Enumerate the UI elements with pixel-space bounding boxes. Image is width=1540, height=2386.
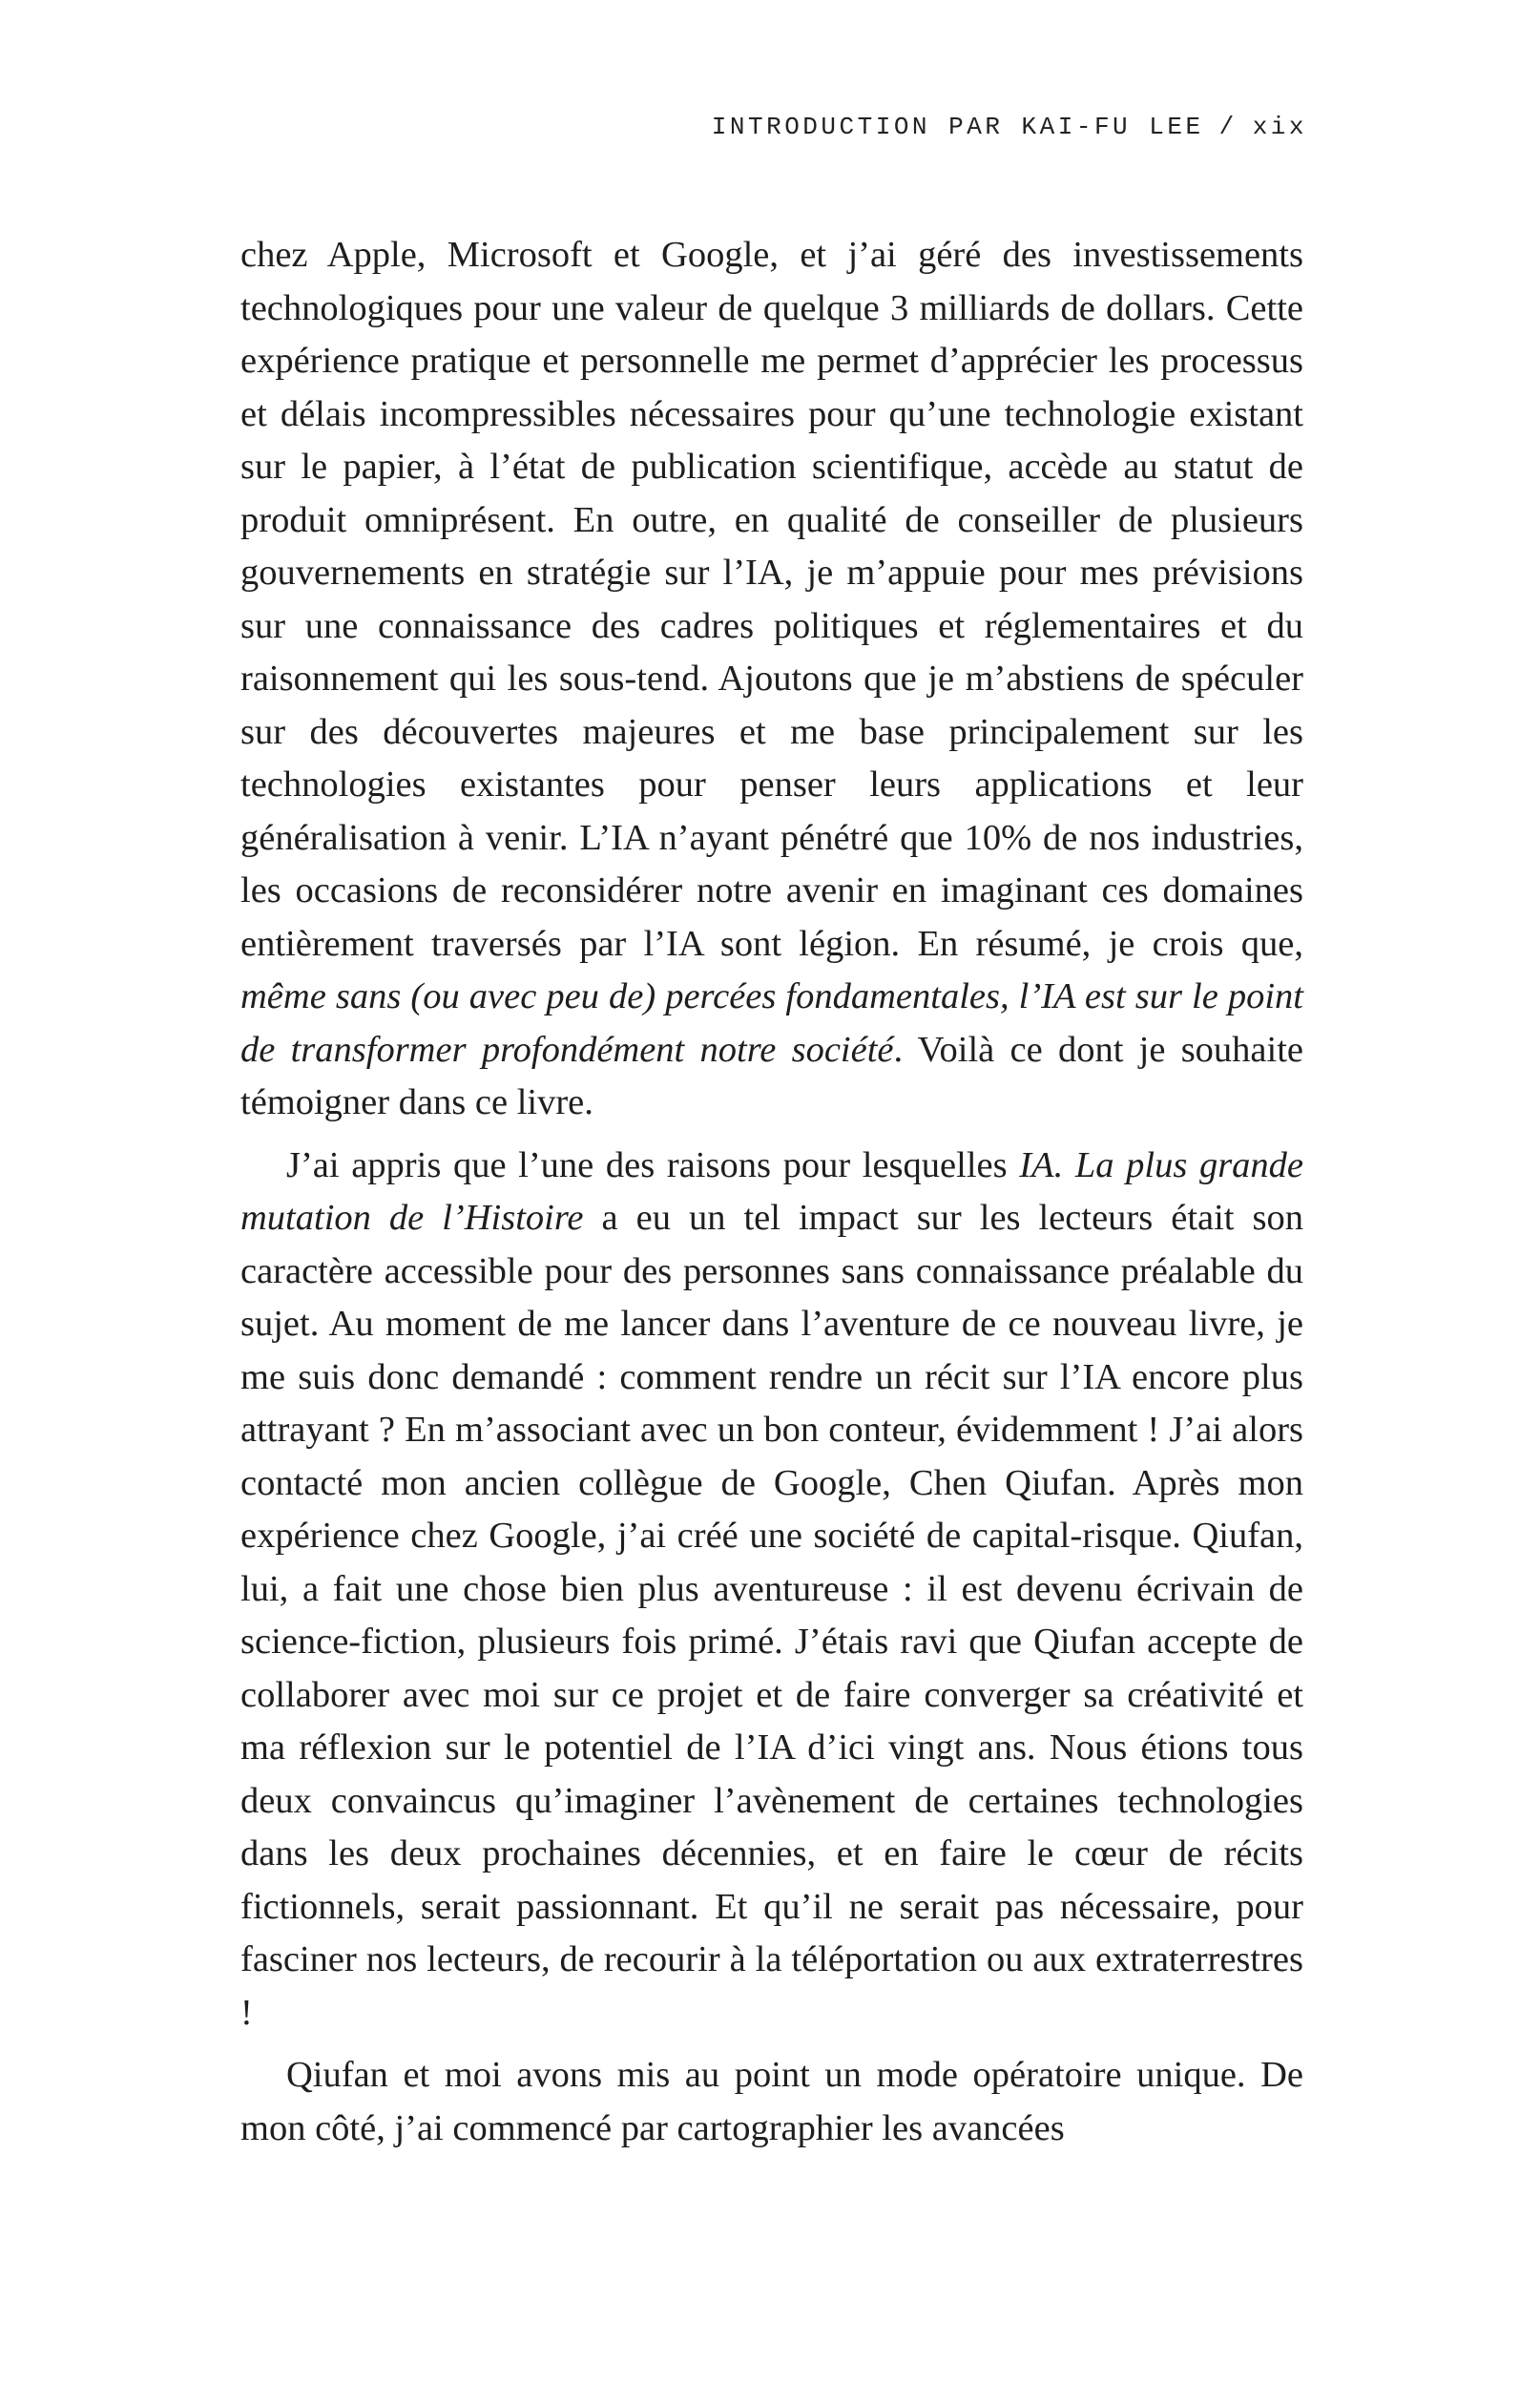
paragraph-2-book-title: IA. La plus grande mutation de l’Histoire bbox=[240, 1144, 1304, 1238]
paragraph-1 bbox=[240, 229, 1303, 1130]
paragraph-2-text-b: a eu un tel impact sur les lecteurs était son caractère accessible pour des personnes sans connaissance préalable du sujet. Au moment de me lancer dans l’aventure de ce nouveau livre, je me suis donc demandé : comment rendre un récit sur l’IA encore plus attrayant ? En m’associant avec un bon conteur, évidemment ! J’ai alors contacté mon ancien collègue de Google, Chen Qiufan. Après mon expérience chez Google, j’ai créé une société de capital-risque. Qiufan, lui, a fait une chose bien plus aventureuse : il est devenu écrivain de science-fiction, plusieurs fois primé. J’étais ravi que Qiufan accepte de collaborer avec moi sur ce projet et de faire converger sa créativité et ma réflexion sur le potentiel de l’IA d’ici vingt ans. Nous étions tous deux convaincus qu’imaginer l’avènement de certaines technologies dans les deux prochaines décennies, et en faire le cœur de récits fictionnels, serait passionnant. Et qu’il ne serait pas nécessaire, pour fasciner nos lecteurs, de recourir à la téléportation ou aux extraterrestres ! bbox=[240, 1198, 1303, 2033]
paragraph-2-text-a: J’ai appris que l’une des raisons pour lesquelles bbox=[286, 1144, 1020, 1185]
header-section-title: INTRODUCTION PAR KAI-FU LEE bbox=[711, 113, 1204, 141]
paragraph-3-text: Qiufan et moi avons mis au point un mode opératoire unique. De mon côté, j’ai commencé par cartographier les avancées bbox=[240, 2055, 1303, 2148]
header-page-number: xix bbox=[1252, 113, 1307, 141]
body-text bbox=[240, 229, 1303, 2165]
paragraph-2 bbox=[240, 1140, 1303, 2041]
paragraph-1-text-b: . Voilà ce dont je souhaite témoigner dans ce livre. bbox=[240, 1029, 1303, 1122]
header-separator: / bbox=[1218, 113, 1238, 141]
running-header bbox=[712, 113, 1307, 141]
paragraph-3 bbox=[240, 2049, 1303, 2155]
paragraph-1-text-a: chez Apple, Microsoft et Google, et j’ai géré des investissements technologiques pour une valeur de quelque 3 milliards de dollars. Cette expérience pratique et personnelle me permet d’apprécier les processus et délais incompressibles nécessaires pour qu’une technologie existant sur le papier, à l’état de publication scientifique, accède au statut de produit omniprésent. En outre, en qualité de conseiller de plusieurs gouvernements en stratégie sur l’IA, je m’appuie pour mes prévisions sur une connaissance des cadres politiques et réglementaires et du raisonnement qui les sous-tend. Ajoutons que je m’abstiens de spéculer sur des découvertes majeures et me base principalement sur les technologies existantes pour penser leurs applications et leur généralisation à venir. L’IA n’ayant pénétré que 10% de nos industries, les occasions de reconsidérer notre avenir en imaginant ces domaines entièrement traversés par l’IA sont légion. En résumé, je crois que, bbox=[240, 235, 1303, 964]
paragraph-1-italic-emphasis: même sans (ou avec peu de) percées fondamentales, l’IA est sur le point de transformer profondément notre société bbox=[240, 976, 1303, 1070]
